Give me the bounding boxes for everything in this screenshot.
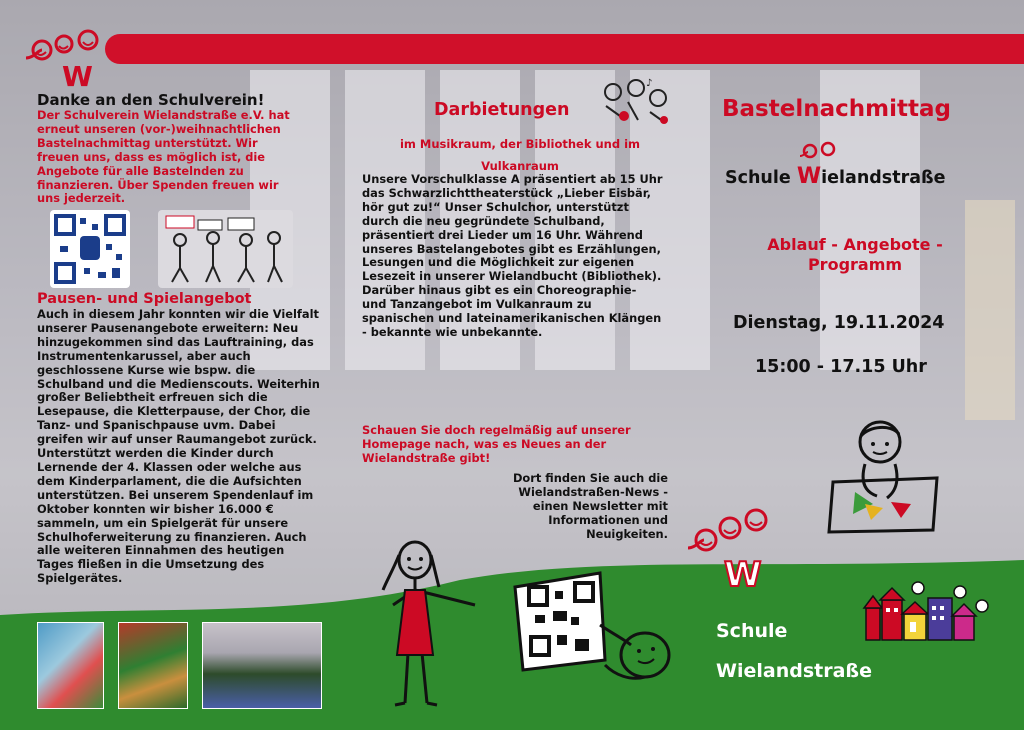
performances-text: Unsere Vorschulklasse A präsentiert ab 15 Uhr das Schwarzlichttheaterstück „Lieber Eisbär, hör gut zu!“ Unser Schulchor, unterstützt durch die neu gegründete Schulband, präsentiert drei Lieder um 16 Uhr. Während unseres Bastelangebotes gibt es Erzählungen, Lesungen und die Möglichkeit zur eigenen Lesezeit in unserer Wielandbucht (Bibliothek). Darüber hinaus gibt es ein Choreographie- und Tanzangebot im Vulkanraum zu spanischen und lateinamerikanischen Klängen - bekannte wie unbekannte. — [362, 172, 663, 339]
event-title: Bastelnachmittag — [722, 96, 951, 122]
school-logo-small-icon — [800, 140, 840, 162]
thanks-title: Danke an den Schulverein! — [37, 91, 265, 109]
school-rest: ielandstraße — [821, 168, 946, 188]
homepage-text: Schauen Sie doch regelmäßig auf unserer Homepage nach, was es Neues an der Wielandstraße gibt! — [362, 423, 631, 465]
top-red-bar — [105, 34, 1024, 64]
logo-letter-large: W — [724, 555, 762, 590]
photo-christmas-tree — [202, 622, 322, 709]
school-logo-icon — [24, 28, 106, 90]
footer-street: Wielandstraße — [716, 660, 872, 682]
event-time: 15:00 - 17.15 Uhr — [755, 357, 927, 377]
school-w-letter: W — [796, 164, 822, 189]
newsletter-text: Dort finden Sie auch die Wielandstraßen-News - einen Newsletter mit Informationen und Neuigkeiten. — [512, 471, 668, 541]
playtime-title: Pausen- und Spielangebot — [37, 291, 252, 307]
qr-code-icon[interactable] — [50, 210, 130, 288]
association-text: Der Schulverein Wielandstraße e.V. hat erneut unseren (vor-)weihnachtlichen Bastelnachmittag unterstützt. Wir freuen uns, dass es möglich ist, die Angebote für alle Bastelnden zu finanzieren. Über Spenden freuen wir uns jederzeit. — [37, 108, 290, 206]
girl-drawing-icon — [375, 535, 485, 710]
svg-text:♪: ♪ — [646, 78, 653, 89]
agenda-text: Ablauf - Angebote - Programm — [767, 235, 943, 274]
school-logo-large-icon — [688, 500, 783, 590]
school-prefix: Schule — [725, 168, 797, 188]
performances-subtitle: im Musikraum, der Bibliothek und im Vulkanraum — [399, 137, 641, 173]
performances-title: Darbietungen — [434, 100, 570, 120]
school-name — [725, 164, 945, 189]
event-date: Dienstag, 19.11.2024 — [733, 313, 945, 333]
boy-with-qr-drawing-icon — [505, 565, 680, 695]
footer-school: Schule — [716, 620, 788, 642]
playtime-text: Auch in diesem Jahr konnten wir die Vielfalt unserer Pausenangebote erweitern: Neu hinzugekommen sind das Lauftraining, das Instrumentenkarussel, aber auch geschlossene Kurse wie bspw. die Schulband und die Medienscouts. Weiterhin großer Beliebtheit erfreuen sich die Lesepause, die Kletterpause, der Chor, die Tanz- und Spanischpause uvm. Dabei greifen wir auf unser Raumangebot zurück. Unterstützt werden die Kinder durch Lernende der 4. Klassen oder welche aus dem Kinderparlament, die die Aufsichten unterstützen. Bei unserem Spendenlauf im Oktober konnten wir bisher 16.000 € sammeln, um ein Spielgerät für unsere Schulhoferweiterung zu finanzieren. Auch alle weiteren Einnahmen des heutigen Tages fließen in die Umsetzung des Spielgerätes. — [37, 307, 320, 586]
photo-crafting — [37, 622, 104, 709]
logo-letter: W — [62, 60, 93, 90]
photo-wreath — [118, 622, 188, 709]
crafting-child-drawing-icon — [825, 412, 940, 537]
houses-logo-icon — [862, 578, 994, 644]
musicians-drawing-icon — [598, 76, 672, 130]
kids-drawing-icon — [158, 210, 293, 288]
